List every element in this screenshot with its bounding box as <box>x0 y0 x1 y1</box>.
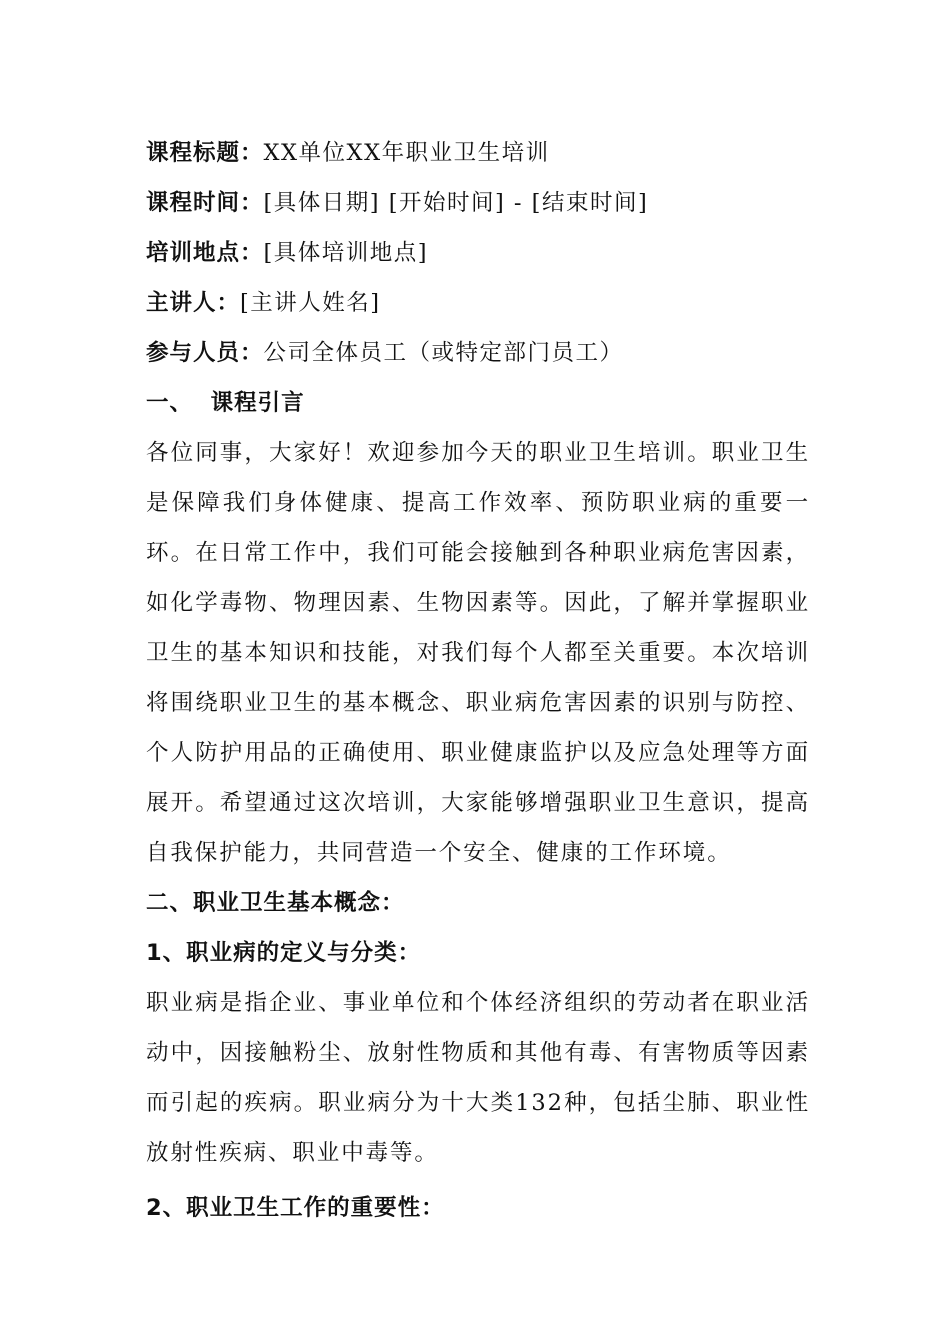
course-title-label: 课程标题： <box>146 140 264 166</box>
subsection-1-heading: 1、职业病的定义与分类： <box>146 940 422 966</box>
subsection-1-body: 职业病是指企业、事业单位和个体经济组织的劳动者在职业活动中，因接触粉尘、放射性物质和其他有毒、有害物质等因素而引起的疾病。职业病分为十大类132种，包括尘肺、职业性放射性疾病、职业中毒等。 <box>146 990 810 1166</box>
speaker-label: 主讲人： <box>146 290 241 316</box>
speaker-line <box>146 278 810 328</box>
section-2-heading: 二、职业卫生基本概念： <box>146 890 405 916</box>
course-time-value: [具体日期] [开始时间] - [结束时间] <box>263 190 649 216</box>
participants-label: 参与人员： <box>146 340 264 366</box>
participants-value: 公司全体员工（或特定部门员工） <box>263 340 624 366</box>
section-1-heading: 一、 课程引言 <box>146 390 305 416</box>
course-time-label: 课程时间： <box>146 190 264 216</box>
participants-line <box>146 328 810 378</box>
training-location-line <box>146 228 810 278</box>
section-1-body: 各位同事，大家好！欢迎参加今天的职业卫生培训。职业卫生是保障我们身体健康、提高工作效率、预防职业病的重要一环。在日常工作中，我们可能会接触到各种职业病危害因素，如化学毒物、物理因素、生物因素等。因此，了解并掌握职业卫生的基本知识和技能，对我们每个人都至关重要。本次培训将围绕职业卫生的基本概念、职业病危害因素的识别与防控、个人防护用品的正确使用、职业健康监护以及应急处理等方面展开。希望通过这次培训，大家能够增强职业卫生意识，提高自我保护能力，共同营造一个安全、健康的工作环境。 <box>146 440 810 866</box>
training-location-label: 培训地点： <box>146 240 264 266</box>
speaker-value: [主讲人姓名] <box>240 290 381 316</box>
document-page <box>146 128 810 1233</box>
training-location-value: [具体培训地点] <box>263 240 429 266</box>
course-time-line <box>146 178 810 228</box>
course-title-value: XX单位XX年职业卫生培训 <box>263 140 550 166</box>
subsection-2-heading: 2、职业卫生工作的重要性： <box>146 1195 445 1221</box>
course-title-line <box>146 128 810 178</box>
